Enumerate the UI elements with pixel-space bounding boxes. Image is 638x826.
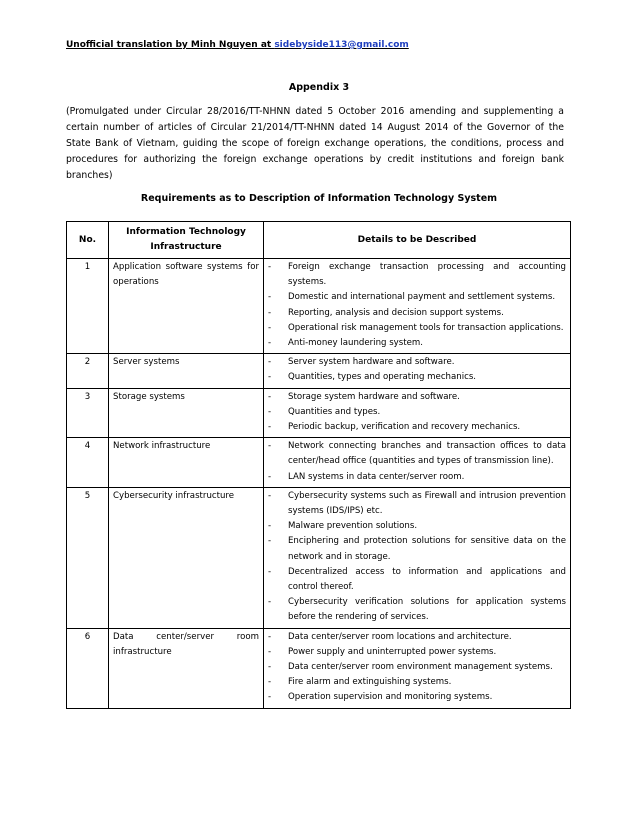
detail-text: Server system hardware and software.: [288, 357, 455, 368]
detail-text: Quantities, types and operating mechanics.: [288, 372, 477, 383]
list-item: [268, 519, 566, 534]
row-number: 6: [67, 628, 109, 708]
table-row: [67, 438, 571, 488]
detail-text: Network connecting branches and transaction offices to data center/head office (quantities and types of transmission line).: [288, 441, 566, 467]
detail-text: Power supply and uninterrupted power systems.: [288, 646, 497, 657]
dash-bullet: -: [268, 422, 272, 433]
row-number: 1: [67, 259, 109, 354]
appendix-title: Appendix 3: [288, 82, 350, 93]
dash-bullet: -: [268, 338, 272, 349]
row-number: 2: [67, 354, 109, 388]
dash-bullet: -: [268, 597, 272, 608]
detail-text: Storage system hardware and software.: [288, 391, 460, 402]
list-item: [268, 565, 566, 595]
table-header-row: [67, 222, 571, 259]
dash-bullet: -: [268, 490, 272, 501]
table-row: [67, 259, 571, 354]
translator-email-link[interactable]: sidebyside113@gmail.com: [274, 40, 409, 50]
detail-text: Data center/server room locations and architecture.: [288, 631, 512, 642]
list-item: [268, 660, 566, 675]
list-item: [268, 595, 566, 625]
list-item: [268, 405, 566, 420]
detail-text: Cybersecurity systems such as Firewall and intrusion prevention systems (IDS/IPS) etc.: [288, 490, 566, 517]
dash-bullet: -: [268, 662, 272, 673]
list-item: [268, 534, 566, 564]
header-no: No.: [67, 222, 109, 259]
dash-bullet: -: [268, 372, 272, 383]
detail-text: Anti-money laundering system.: [288, 338, 424, 349]
details-list: [268, 260, 566, 351]
list-item: [268, 630, 566, 645]
dash-bullet: -: [268, 262, 272, 272]
infrastructure-cell: Storage systems: [109, 388, 264, 438]
infrastructure-cell: Server systems: [109, 354, 264, 388]
dash-bullet: -: [268, 646, 272, 657]
infrastructure-cell: Application software systems for operations: [109, 259, 264, 354]
detail-text: Fire alarm and extinguishing systems.: [288, 677, 452, 688]
details-cell: [264, 438, 571, 488]
table-row: [67, 628, 571, 708]
table-row: [67, 487, 571, 628]
requirements-table: [66, 221, 571, 709]
list-item: [268, 675, 566, 690]
detail-text: Reporting, analysis and decision support systems.: [288, 307, 504, 318]
list-item: [268, 260, 566, 290]
details-cell: [264, 487, 571, 628]
details-list: [268, 390, 566, 436]
dash-bullet: -: [268, 357, 272, 368]
details-cell: [264, 259, 571, 354]
detail-text: Decentralized access to information and applications and control thereof.: [288, 566, 566, 593]
list-item: [268, 420, 566, 435]
dash-bullet: -: [268, 692, 272, 703]
detail-text: Foreign exchange transaction processing and accounting systems.: [288, 262, 566, 288]
list-item: [268, 690, 566, 705]
infrastructure-cell: Network infrastructure: [109, 438, 264, 488]
dash-bullet: -: [268, 406, 272, 417]
list-item: [268, 645, 566, 660]
details-cell: [264, 388, 571, 438]
header-infrastructure: Information Technology Infrastructure: [109, 222, 264, 259]
dash-bullet: -: [268, 566, 272, 577]
dash-bullet: -: [268, 677, 272, 688]
detail-text: Data center/server room environment management systems.: [288, 662, 553, 673]
detail-text: LAN systems in data center/server room.: [288, 471, 465, 482]
translation-credit: [66, 40, 409, 50]
details-list: [268, 439, 566, 485]
list-item: [268, 290, 566, 305]
infrastructure-cell: Cybersecurity infrastructure: [109, 487, 264, 628]
dash-bullet: -: [268, 471, 272, 482]
details-cell: [264, 354, 571, 388]
dash-bullet: -: [268, 391, 272, 402]
detail-text: Domestic and international payment and settlement systems.: [288, 292, 556, 303]
details-cell: [264, 628, 571, 708]
list-item: [268, 321, 566, 336]
detail-text: Operational risk management tools for transaction applications.: [288, 322, 564, 333]
infrastructure-cell: Data center/server room infrastructure: [109, 628, 264, 708]
list-item: [268, 336, 566, 351]
dash-bullet: -: [268, 322, 272, 333]
translation-credit-text: Unofficial translation by Minh Nguyen at: [66, 40, 275, 50]
detail-text: Enciphering and protection solutions for sensitive data on the network and in storage.: [288, 536, 566, 562]
dash-bullet: -: [268, 631, 272, 642]
detail-text: Periodic backup, verification and recovery mechanics.: [288, 422, 521, 433]
header-details: Details to be Described: [264, 222, 571, 259]
dash-bullet: -: [268, 441, 272, 452]
dash-bullet: -: [268, 536, 272, 547]
dash-bullet: -: [268, 292, 272, 303]
detail-text: Quantities and types.: [288, 406, 381, 417]
list-item: [268, 355, 566, 370]
detail-text: Operation supervision and monitoring systems.: [288, 692, 493, 703]
row-number: 4: [67, 438, 109, 488]
table-row: [67, 388, 571, 438]
table-row: [67, 354, 571, 388]
details-list: [268, 489, 566, 626]
list-item: [268, 306, 566, 321]
details-list: [268, 355, 566, 385]
list-item: [268, 489, 566, 519]
dash-bullet: -: [268, 521, 272, 532]
row-number: 5: [67, 487, 109, 628]
row-number: 3: [67, 388, 109, 438]
table-body: [67, 259, 571, 709]
details-list: [268, 630, 566, 706]
section-title: Requirements as to Description of Information Technology System: [140, 193, 498, 204]
list-item: [268, 370, 566, 385]
list-item: [268, 470, 566, 485]
list-item: [268, 439, 566, 469]
detail-text: Cybersecurity verification solutions for application systems before the rendering of services.: [288, 597, 566, 623]
dash-bullet: -: [268, 307, 272, 318]
list-item: [268, 390, 566, 405]
promulgation-note: (Promulgated under Circular 28/2016/TT-NHNN dated 5 October 2016 amending and supplementing a certain number of articles of Circular 21/2014/TT-NHNN dated 14 August 2014 of the Governor of the State Bank of Vietnam, guiding the scope of foreign exchange operations, the conditions, process and procedures for authorizing the foreign exchange operations by credit institutions and foreign bank branches): [66, 106, 564, 181]
detail-text: Malware prevention solutions.: [288, 521, 418, 532]
